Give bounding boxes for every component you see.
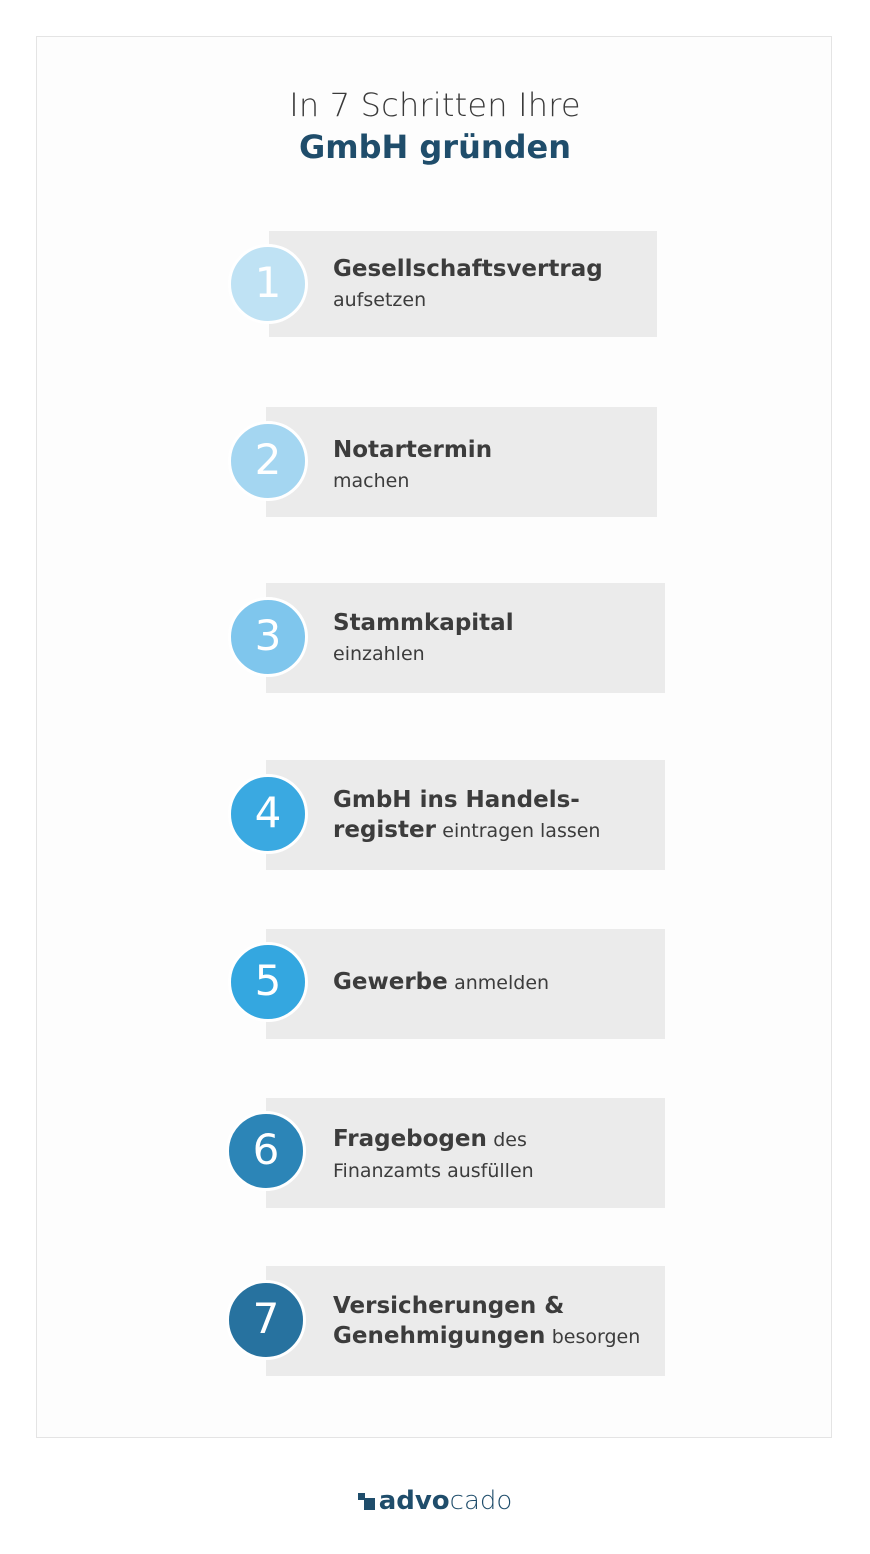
- step-3-text: [333, 608, 514, 669]
- step-5-text: [333, 967, 549, 998]
- step-7-title-line-2: Genehmigungen: [333, 1323, 546, 1349]
- title-line-2: GmbH gründen: [298, 128, 572, 166]
- step-2-title: Notartermin: [333, 437, 493, 463]
- step-1-number-circle: 1: [228, 244, 308, 324]
- title-line-1: In 7 Schritten Ihre: [289, 86, 581, 124]
- advocado-logo: [0, 1486, 870, 1516]
- step-7-subtitle: besorgen: [551, 1326, 641, 1348]
- step-6-number-circle: 6: [226, 1111, 306, 1191]
- step-4-text: [333, 785, 600, 846]
- step-7-number-circle: 7: [226, 1280, 306, 1360]
- step-5-number-circle: 5: [228, 942, 308, 1022]
- step-6-subtitle-line-2: Finanzamts ausfüllen: [333, 1160, 534, 1182]
- logo-text-part-1: advo: [378, 1486, 450, 1516]
- step-6-subtitle-line-1: des: [493, 1129, 527, 1151]
- step-4-title-line-2: register: [333, 817, 436, 843]
- step-1-text: [333, 254, 603, 315]
- step-5-title: Gewerbe: [333, 969, 448, 995]
- step-6-title: Fragebogen: [333, 1126, 487, 1152]
- step-3-number-circle: 3: [228, 597, 308, 677]
- step-7-title-line-1: Versicherungen &: [333, 1293, 565, 1319]
- step-1-title: Gesellschaftsvertrag: [333, 256, 603, 282]
- step-5-subtitle: anmelden: [454, 972, 550, 994]
- logo-text-part-2: cado: [449, 1486, 513, 1516]
- step-1-subtitle: aufsetzen: [333, 289, 427, 311]
- step-2-text: [333, 435, 492, 496]
- step-7-text: [333, 1291, 640, 1352]
- step-4-title-line-1: GmbH ins Handels-: [333, 787, 580, 813]
- advocado-logo-icon: [358, 1493, 375, 1510]
- step-2-number-circle: 2: [228, 421, 308, 501]
- step-3-title: Stammkapital: [333, 610, 514, 636]
- step-2-subtitle: machen: [333, 470, 410, 492]
- step-6-text: [333, 1124, 534, 1186]
- step-3-subtitle: einzahlen: [333, 643, 425, 665]
- step-4-subtitle: eintragen lassen: [442, 820, 601, 842]
- step-4-number-circle: 4: [228, 774, 308, 854]
